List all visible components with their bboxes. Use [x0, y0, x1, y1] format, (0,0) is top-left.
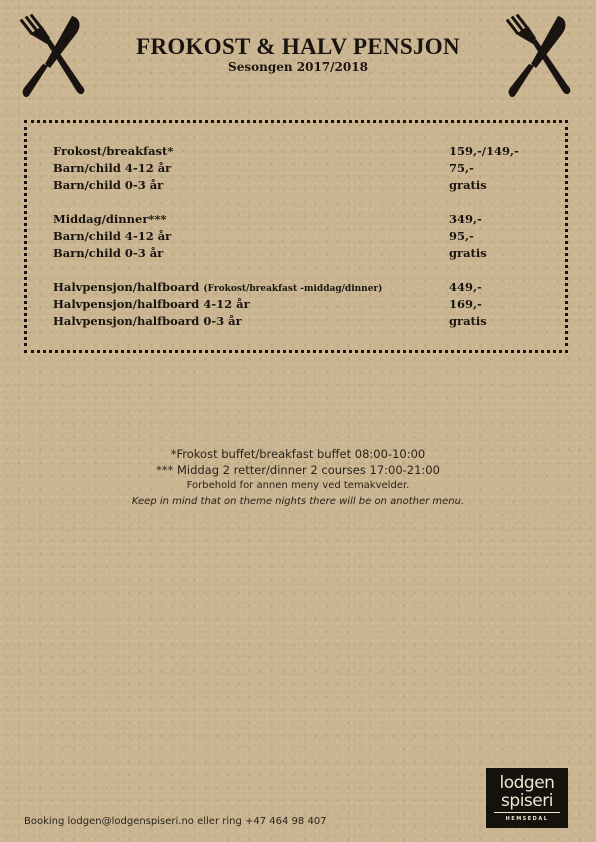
price-row-price: 169,- — [449, 297, 482, 311]
price-row-price: 159,-/149,- — [449, 144, 519, 158]
price-row-price: 349,- — [449, 212, 482, 226]
logo-word-hemsedal: HEMSEDAL — [505, 816, 549, 822]
price-row-label: Barn/child 4-12 år — [53, 229, 172, 243]
price-row-label: Halvpensjon/halfboard 4-12 år — [53, 297, 250, 311]
price-row-price: 449,- — [449, 280, 482, 294]
lodgen-spiseri-logo — [486, 768, 568, 828]
logo-word-lodgen: lodgen — [499, 773, 555, 793]
price-row-label: Middag/dinner*** — [53, 212, 167, 226]
price-row-price: gratis — [449, 246, 487, 260]
price-row-label: Halvpensjon/halfboard 0-3 år — [53, 314, 242, 328]
page-title: FROKOST & HALV PENSJON — [136, 34, 460, 59]
price-row-price: 95,- — [449, 229, 474, 243]
price-row-price: gratis — [449, 178, 487, 192]
price-row-label: Barn/child 0-3 år — [53, 246, 164, 260]
price-list-box — [24, 120, 568, 353]
price-row-note: (Frokost/breakfast -middag/dinner) — [203, 284, 383, 294]
dinner-footnote: *** Middag 2 retter/dinner 2 courses 17:00-21:00 — [156, 463, 440, 477]
theme-night-note-en: Keep in mind that on theme nights there will be on another menu. — [131, 496, 465, 507]
price-row-label: Barn/child 4-12 år — [53, 161, 172, 175]
logo-word-spiseri: spiseri — [501, 791, 553, 811]
footnotes — [0, 446, 596, 510]
theme-night-note-no: Forbehold for annen meny ved temakvelder. — [186, 480, 410, 491]
logo-divider — [494, 812, 560, 813]
breakfast-footnote: *Frokost buffet/breakfast buffet 08:00-10:00 — [170, 447, 426, 461]
booking-contact: Booking lodgen@lodgenspiseri.no eller ring +47 464 98 407 — [24, 816, 327, 827]
price-row-price: gratis — [449, 314, 487, 328]
price-row-price: 75,- — [449, 161, 474, 175]
season-subtitle: Sesongen 2017/2018 — [228, 60, 368, 74]
price-row-label: Barn/child 0-3 år — [53, 178, 164, 192]
price-row-label: Frokost/breakfast* — [53, 144, 174, 158]
price-row-label: Halvpensjon/halfboard (Frokost/breakfast -middag/dinner) — [53, 280, 383, 294]
